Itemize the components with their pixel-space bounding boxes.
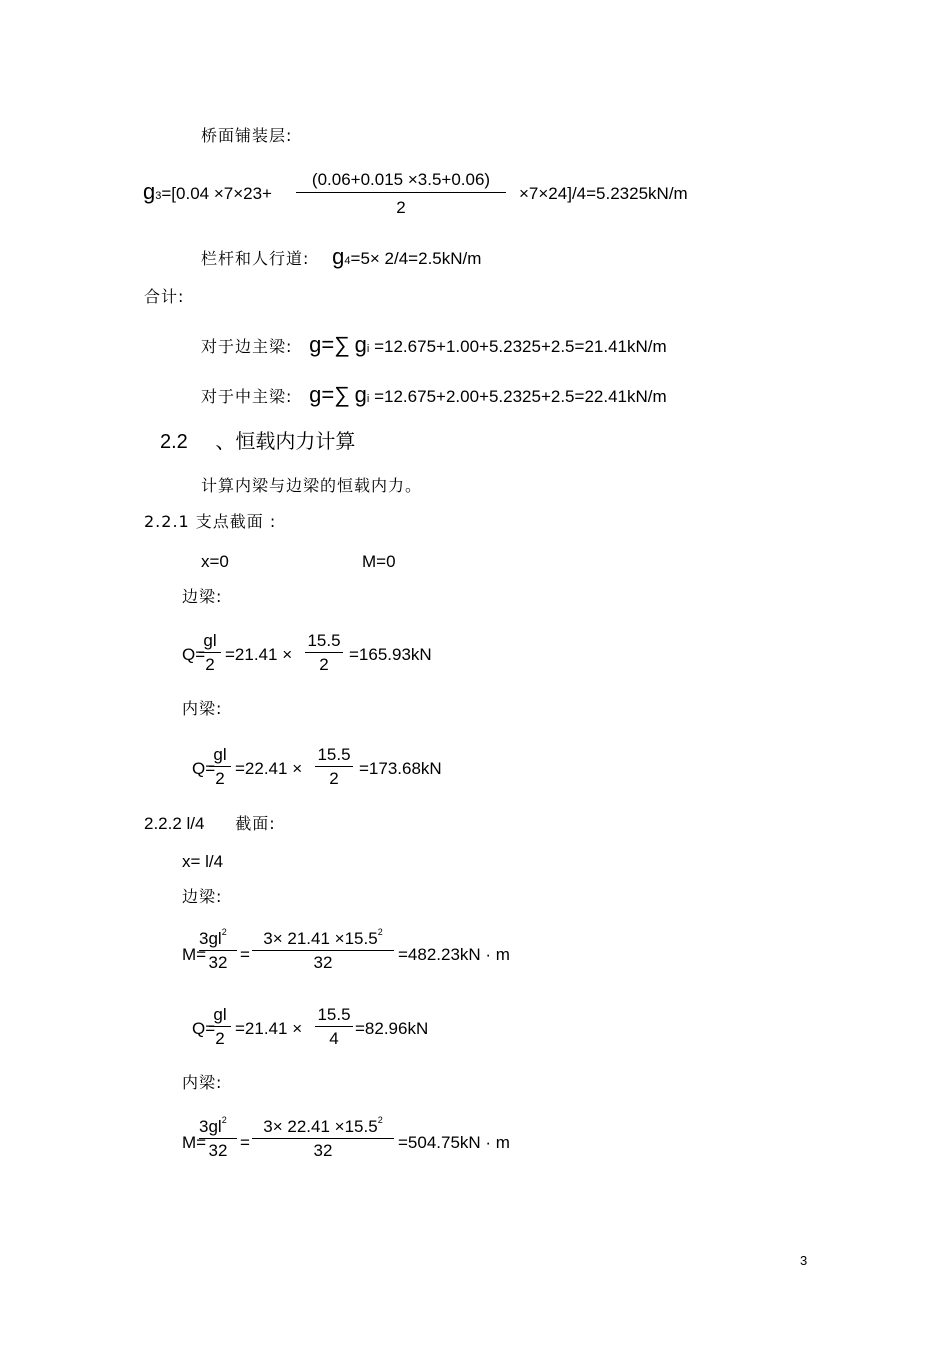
s221-inner-q-frac2 <box>315 746 353 787</box>
total-edge-i: i <box>366 343 370 355</box>
superscript: 2 <box>377 1115 383 1125</box>
s222-edge-q-frac1 <box>209 1006 231 1047</box>
s222-inner-m-frac1 <box>199 1115 237 1160</box>
fraction-numerator: 15.5 <box>307 631 341 650</box>
s221-inner-q-lhs: Q= <box>192 759 216 778</box>
fraction-numerator: 15.5 <box>317 1005 351 1024</box>
fraction-bar <box>296 192 506 193</box>
s222-edge-q-result: =82.96kN <box>355 1019 429 1038</box>
fraction-bar <box>199 950 237 951</box>
s222-edge-m-frac2 <box>252 927 394 972</box>
fraction-denominator: 32 <box>313 953 333 972</box>
superscript: 2 <box>221 1115 227 1125</box>
fraction-numerator-text: 3× 21.41 ×15.5 <box>263 929 378 948</box>
fraction-denominator: 4 <box>329 1029 339 1048</box>
s222-inner-m-result: =504.75kN · m <box>398 1133 510 1152</box>
fraction-denominator: 2 <box>319 655 329 674</box>
total-middle-label: 对于中主梁: <box>201 387 293 406</box>
fraction-numerator: gl <box>213 745 227 764</box>
s221-edge-q-frac1 <box>199 632 221 673</box>
fraction-numerator <box>252 1115 394 1136</box>
sigma-symbol: ∑ <box>334 382 350 407</box>
s222-edge-q-lhs: Q= <box>192 1019 216 1038</box>
section-number: 2.2 <box>160 431 188 453</box>
total-middle-g: g= <box>309 382 335 407</box>
s221-m: M=0 <box>362 552 396 571</box>
s221-inner-q-mid: =22.41 × <box>235 759 303 778</box>
fraction-denominator: 2 <box>205 655 215 674</box>
g3-subscript: 3 <box>155 190 162 202</box>
fraction-bar <box>315 766 353 767</box>
total-edge-line <box>201 334 667 356</box>
fraction-bar <box>252 950 394 951</box>
fraction-numerator <box>199 1115 237 1136</box>
s222-inner-label: 内梁: <box>182 1073 223 1092</box>
s222-edge-label: 边梁: <box>182 887 223 906</box>
s221-inner-q-result: =173.68kN <box>359 759 442 778</box>
fraction-bar <box>209 1026 231 1027</box>
s222-edge-q-mid: =21.41 × <box>235 1019 303 1038</box>
superscript: 2 <box>377 927 383 937</box>
s221-inner-label: 内梁: <box>182 699 223 718</box>
railing-label: 栏杆和人行道: <box>201 249 310 268</box>
s222-edge-m-frac1 <box>199 927 237 972</box>
total-middle-line <box>201 384 667 406</box>
s221-edge-label: 边梁: <box>182 587 223 606</box>
g4-subscript: 4 <box>344 255 351 267</box>
total-label: 合计: <box>144 287 185 306</box>
fraction-numerator: 15.5 <box>317 745 351 764</box>
page-number: 3 <box>800 1253 808 1268</box>
s222-inner-m-lhs: M= <box>182 1133 207 1152</box>
fraction-numerator: gl <box>213 1005 227 1024</box>
fraction-numerator-text: 3× 22.41 ×15.5 <box>263 1117 378 1136</box>
total-edge-g: g= <box>309 332 335 357</box>
fraction-numerator <box>252 927 394 948</box>
g3-symbol: g <box>143 179 156 204</box>
s222-inner-m-eq: = <box>240 1133 250 1152</box>
total-edge-gi: g <box>354 332 367 357</box>
s221-x: x=0 <box>201 552 229 571</box>
section-heading <box>160 431 355 452</box>
s222-edge-m-result: =482.23kN · m <box>398 945 510 964</box>
g3-fraction-numerator: (0.06+0.015 ×3.5+0.06) <box>311 170 491 189</box>
fraction-denominator: 32 <box>208 1141 228 1160</box>
fraction-bar <box>252 1138 394 1139</box>
fraction-denominator: 2 <box>215 1029 225 1048</box>
fraction-bar <box>305 652 343 653</box>
total-middle-i: i <box>366 393 370 405</box>
fraction-numerator-text: 3gl <box>199 1117 222 1136</box>
s221-edge-q-lhs: Q= <box>182 645 206 664</box>
fraction-numerator: gl <box>203 631 217 650</box>
total-middle-gi: g <box>354 382 367 407</box>
g4-symbol: g <box>332 244 345 269</box>
g3-lead: =[0.04 ×7×23+ <box>161 184 272 203</box>
g3-fraction-denominator: 2 <box>396 198 406 217</box>
g3-fraction <box>296 171 506 216</box>
g4-expr: =5× 2/4=2.5kN/m <box>350 249 482 268</box>
s221-edge-q-mid: =21.41 × <box>225 645 293 664</box>
subsection-heading-222 <box>144 815 276 832</box>
s222-edge-m-lhs: M= <box>182 945 207 964</box>
s221-inner-q-frac1 <box>209 746 231 787</box>
total-edge-expr: =12.675+1.00+5.2325+2.5=21.41kN/m <box>374 337 667 356</box>
s222-x: x= l/4 <box>182 852 224 871</box>
g3-formula-lead <box>143 181 272 203</box>
fraction-bar <box>315 1026 353 1027</box>
fraction-denominator: 32 <box>313 1141 333 1160</box>
deck-label: 桥面铺装层: <box>201 126 293 145</box>
s222-inner-m-frac2 <box>252 1115 394 1160</box>
total-edge-label: 对于边主梁: <box>201 337 293 356</box>
fraction-bar <box>209 766 231 767</box>
sigma-symbol: ∑ <box>334 332 350 357</box>
subsection-heading-222-text: 截面: <box>235 814 276 833</box>
fraction-numerator-text: 3gl <box>199 929 222 948</box>
s221-edge-q-result: =165.93kN <box>349 645 432 664</box>
fraction-denominator: 32 <box>208 953 228 972</box>
s222-edge-q-frac2 <box>315 1006 353 1047</box>
fraction-denominator: 2 <box>329 769 339 788</box>
subsection-heading-221: 2.2.1 支点截面 : <box>144 512 277 531</box>
subsection-heading-222-num: 2.2.2 l/4 <box>144 814 205 833</box>
total-middle-expr: =12.675+2.00+5.2325+2.5=22.41kN/m <box>374 387 667 406</box>
s221-edge-q-frac2 <box>305 632 343 673</box>
fraction-bar <box>199 1138 237 1139</box>
s222-edge-m-eq: = <box>240 945 250 964</box>
fraction-bar <box>199 652 221 653</box>
fraction-numerator <box>199 927 237 948</box>
superscript: 2 <box>221 927 227 937</box>
g3-tail: ×7×24]/4=5.2325kN/m <box>519 184 688 203</box>
railing-line <box>201 246 481 268</box>
section-intro: 计算内梁与边梁的恒载内力。 <box>201 476 423 495</box>
section-title: 、恒载内力计算 <box>215 429 356 453</box>
fraction-denominator: 2 <box>215 769 225 788</box>
